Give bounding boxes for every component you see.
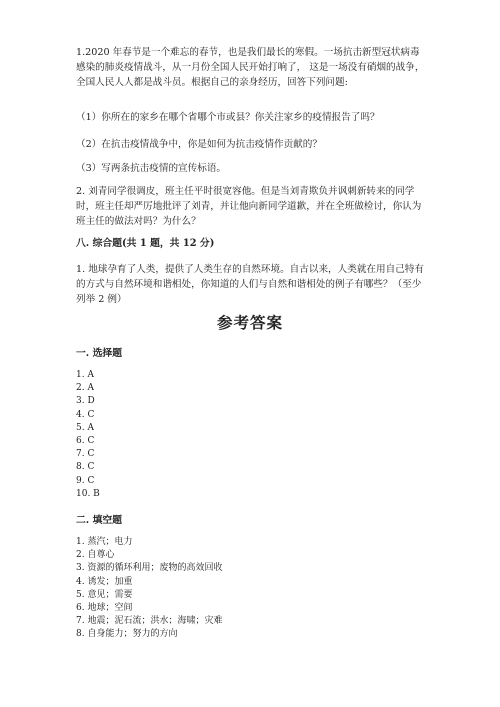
question-1-sub-2 xyxy=(76,137,426,152)
list-item: 5. 意见；需要 xyxy=(76,589,133,600)
section-8-question-1-text: 1. 地球孕育了人类，提供了人类生存的自然环境。自古以来，人类就在用自己特有的方式与自然环境和谐相处，你知道的人们与自然和谐相处的例子有哪些？（至少列举 2 例） xyxy=(76,264,424,306)
question-1-text: 1.2020 年春节是一个难忘的春节，也是我们最长的寒假。一场抗击新型冠状病毒感染的肺炎疫情战斗，从一月份全国人民开始打响了， 这是一场没有硝烟的战争，全国人民人人都是战斗员。根据自己的亲身经历，回答下列问题: xyxy=(76,47,425,89)
list-item: 3. D xyxy=(76,396,95,407)
question-1-sub-3 xyxy=(76,161,426,176)
list-item: 8. 自身能力；努力的方向 xyxy=(76,629,178,640)
answer-section-2-heading-block xyxy=(76,513,426,528)
question-1-intro xyxy=(76,45,426,91)
question-1-sub-1-text: （1）你所在的家乡在哪个省哪个市或县？你关注家乡的疫情报告了吗？ xyxy=(76,112,380,123)
list-item: 1. A xyxy=(76,370,94,380)
list-item: 2. A xyxy=(76,383,94,394)
list-item: 1. 蒸汽；电力 xyxy=(76,537,133,547)
question-1-sub-1 xyxy=(76,110,426,125)
list-item: 2. 自尊心 xyxy=(76,550,115,561)
answer-section-1-heading: 一. 选择题 xyxy=(76,348,123,359)
list-item: 5. A xyxy=(76,422,94,433)
question-2 xyxy=(76,184,426,230)
list-item: 9. C xyxy=(76,475,95,486)
answer-section-2-heading: 二. 填空题 xyxy=(76,515,123,526)
answer-section-1-list xyxy=(76,369,426,501)
list-item: 4. 诱发；加重 xyxy=(76,576,133,587)
list-item: 7. 地震；泥石流；洪水；海啸；灾难 xyxy=(76,616,223,627)
list-item: 8. C xyxy=(76,462,95,473)
list-item: 6. C xyxy=(76,436,95,447)
list-item: 10. B xyxy=(76,488,100,499)
section-8-heading: 八. 综合题(共 1 题，共 12 分) xyxy=(76,238,215,249)
list-item: 3. 资源的循环利用；废物的高效回收 xyxy=(76,563,223,574)
answer-title: 参考答案 xyxy=(216,313,283,332)
list-item: 7. C xyxy=(76,449,95,460)
question-2-text: 2. 刘青同学很调皮，班主任平时很宽容他。但是当刘青欺负并讽刺新转来的同学时，班主任却严厉地批评了刘青，并让他向新同学道歉，并在全班做检讨，你认为班主任的做法对吗？为什么？ xyxy=(76,186,422,228)
answer-section-1-heading-block xyxy=(76,346,426,361)
list-item: 6. 地球；空间 xyxy=(76,603,133,614)
section-8-question-1 xyxy=(76,262,426,308)
section-8-heading-block xyxy=(76,236,426,251)
question-1-sub-2-text: （2）在抗击疫情战争中，你是如何为抗击疫情作贡献的？ xyxy=(76,139,322,150)
question-1-sub-3-text: （3）写两条抗击疫情的宣传标语。 xyxy=(76,163,227,174)
answer-section-2-list xyxy=(76,536,426,642)
list-item: 4. C xyxy=(76,409,95,420)
